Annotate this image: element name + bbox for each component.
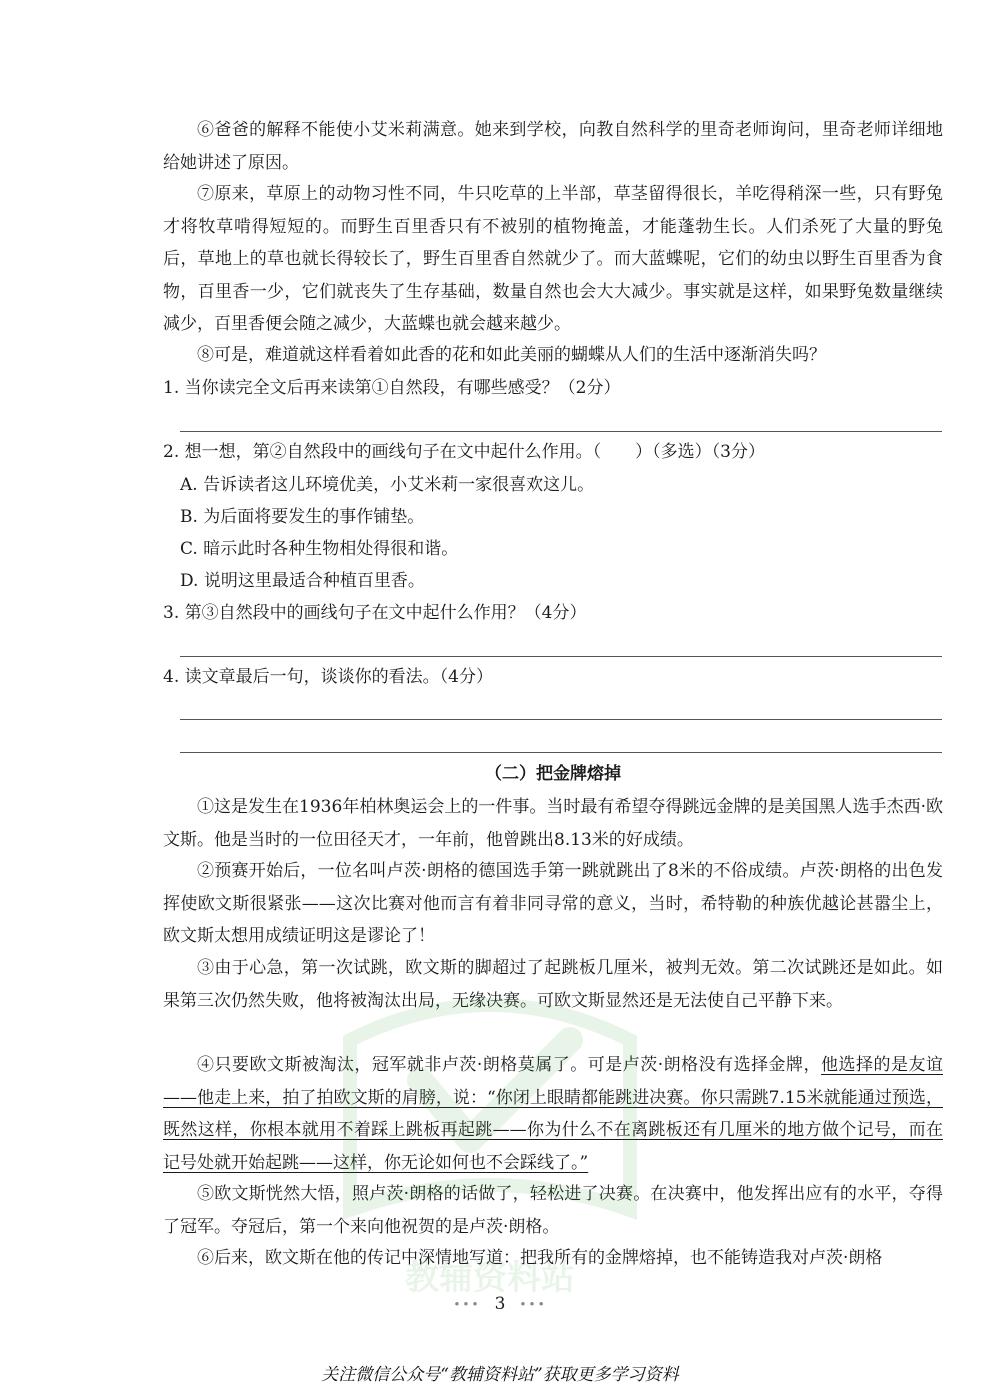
page-dots-right: ••• — [519, 1297, 547, 1312]
page-number: 3 — [494, 1294, 506, 1314]
section-title: （二）把金牌熔掉 — [485, 764, 621, 784]
question-1: 1. 当你读完全文后再来读第①自然段，有哪些感受？（2分） — [163, 378, 621, 398]
watermark-text: 教辅资料站 — [405, 1258, 575, 1298]
part2-paragraph-2: ②预赛开始后，一位名叫卢茨·朗格的德国选手第一跳就跳出了8米的不俗成绩。卢茨·朗格的出色发挥使欧文斯很紧张——这次比赛对他而言有着非同寻常的意义，当时，希特勒的种族优越论甚嚣尘上，欧文斯太想用成绩证明这是谬论了！ — [163, 861, 943, 946]
q2-option-b: B. 为后面将要发生的事作铺垫。 — [180, 507, 425, 527]
part2-paragraph-4 — [163, 1049, 943, 1179]
question-4: 4. 读文章最后一句，谈谈你的看法。（4分） — [163, 667, 493, 687]
paragraph-4-text: ④只要欧文斯被淘汰，冠军就非卢茨·朗格莫属了。可是卢茨·朗格没有选择金牌， — [197, 1055, 822, 1075]
underlined-sentence: 他选择的是友谊——他走上来，拍了拍欧文斯的肩膀，说：“你闭上眼睛都能跳进决赛。你只需跳7.15米就能通过预选，既然这样，你根本就用不着踩上跳板再起跳——你为什么不在离跳板还有几厘米的地方做个记号，而在记号处就开始起跳——这样，你无论如何也不会踩线了。” — [163, 1055, 944, 1173]
answer-line-q1[interactable] — [180, 431, 942, 432]
part2-paragraph-3: ③由于心急，第一次试跳，欧文斯的脚超过了起跳板几厘米，被判无效。第二次试跳还是如此。如果第三次仍然失败，他将被淘汰出局，无缘决赛。可欧文斯显然还是无法使自己平静下来。 — [163, 958, 943, 1011]
part2-paragraph-6: ⑥后来，欧文斯在他的传记中深情地写道：把我所有的金牌熔掉，也不能铸造我对卢茨·朗格 — [197, 1248, 883, 1268]
q2-option-d: D. 说明这里最适合种植百里香。 — [180, 571, 425, 591]
answer-line-q4-2[interactable] — [180, 752, 942, 753]
page-number-bar — [0, 1291, 1000, 1318]
q2-option-c: C. 暗示此时各种生物相处得很和谐。 — [180, 539, 459, 559]
paragraph-8: ⑧可是，难道就这样看着如此香的花和如此美丽的蝴蝶从人们的生活中逐渐消失吗？ — [197, 345, 826, 365]
paragraph-6: ⑥爸爸的解释不能使小艾米莉满意。她来到学校，向教自然科学的里奇老师询问，里奇老师详细地给她讲述了原因。 — [163, 120, 943, 173]
footer-note: 关注微信公众号“教辅资料站”获取更多学习资料 — [321, 1365, 679, 1385]
q2-option-a: A. 告诉读者这儿环境优美，小艾米莉一家很喜欢这儿。 — [180, 475, 595, 495]
paragraph-7: ⑦原来，草原上的动物习性不同，牛只吃草的上半部，草茎留得很长，羊吃得稍深一些，只有野兔才将牧草啃得短短的。而野生百里香只有不被别的植物掩盖，才能蓬勃生长。人们杀死了大量的野兔后，草地上的草也就长得较长了，野生百里香自然就少了。而大蓝蝶呢，它们的幼虫以野生百里香为食物，百里香一少，它们就丧失了生存基础，数量自然也会大大减少。事实就是这样，如果野兔数量继续减少，百里香便会随之减少，大蓝蝶也就会越来越少。 — [163, 184, 943, 334]
part2-paragraph-5: ⑤欧文斯恍然大悟，照卢茨·朗格的话做了，轻松进了决赛。在决赛中，他发挥出应有的水平，夺得了冠军。夺冠后，第一个来向他祝贺的是卢茨·朗格。 — [163, 1184, 943, 1237]
page-dots-left: ••• — [453, 1297, 481, 1312]
answer-line-q4-1[interactable] — [180, 719, 942, 720]
question-3: 3. 第③自然段中的画线句子在文中起什么作用？（4分） — [163, 603, 587, 623]
part2-paragraph-1: ①这是发生在1936年柏林奥运会上的一件事。当时最有希望夺得跳远金牌的是美国黑人选手杰西·欧文斯。他是当时的一位田径天才，一年前，他曾跳出8.13米的好成绩。 — [163, 797, 943, 850]
answer-line-q3[interactable] — [180, 656, 942, 657]
question-2: 2. 想一想，第②自然段中的画线句子在文中起什么作用。（ ）（多选）（3分） — [163, 442, 765, 462]
